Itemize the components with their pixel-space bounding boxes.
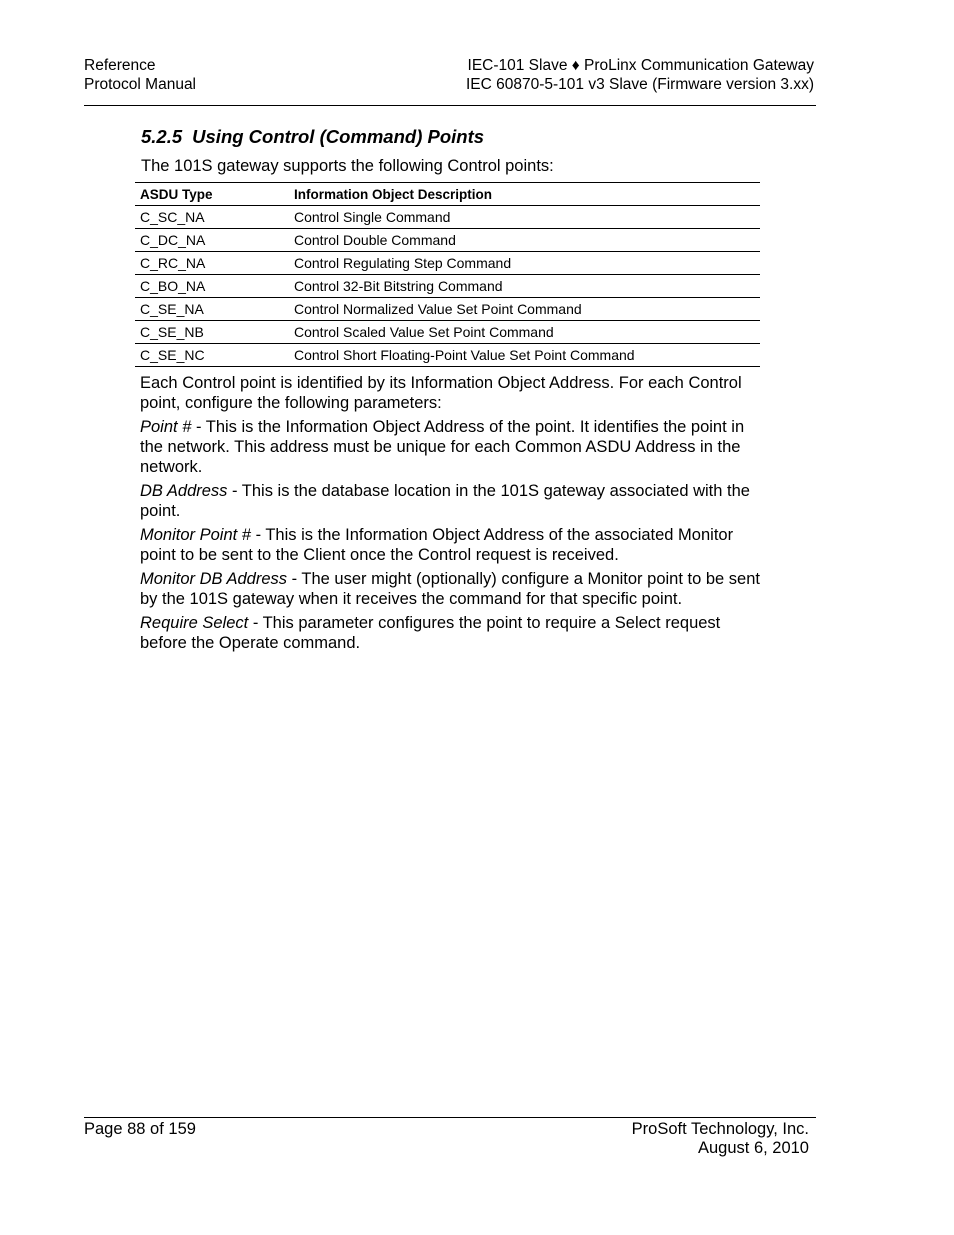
control-points-table	[135, 182, 760, 367]
section-heading	[141, 126, 484, 148]
asdu-type-cell: C_BO_NA	[135, 275, 289, 298]
param-paragraph	[140, 481, 762, 521]
table-row	[135, 252, 760, 275]
footer-company: ProSoft Technology, Inc.	[631, 1120, 809, 1138]
table-row	[135, 298, 760, 321]
body-text	[140, 373, 762, 657]
header-left	[84, 56, 196, 94]
param-description: - This is the database location in the 101S gateway associated with the point.	[140, 482, 750, 520]
param-paragraph	[140, 613, 762, 653]
param-paragraph	[140, 569, 762, 609]
table-row	[135, 344, 760, 367]
param-term: Point #	[140, 418, 192, 436]
section-intro: The 101S gateway supports the following Control points:	[141, 157, 554, 175]
param-term: Monitor DB Address	[140, 570, 288, 588]
description-cell: Control Single Command	[289, 206, 760, 229]
param-term: Require Select	[140, 614, 249, 632]
section-title: Using Control (Command) Points	[192, 126, 485, 147]
header-category: Reference	[84, 57, 156, 74]
description-cell: Control Short Floating-Point Value Set Point Command	[289, 344, 760, 367]
table-row	[135, 206, 760, 229]
param-paragraph	[140, 417, 762, 477]
asdu-type-cell: C_RC_NA	[135, 252, 289, 275]
header-firmware: IEC 60870-5-101 v3 Slave (Firmware version 3.xx)	[465, 76, 814, 93]
header-right	[466, 56, 814, 94]
description-cell: Control 32-Bit Bitstring Command	[289, 275, 760, 298]
asdu-type-cell: C_SC_NA	[135, 206, 289, 229]
asdu-type-cell: C_SE_NA	[135, 298, 289, 321]
header-manual-type: Protocol Manual	[84, 76, 197, 93]
body-lead-paragraph: Each Control point is identified by its Information Object Address. For each Control point, configure the following parameters:	[140, 374, 742, 412]
table-row	[135, 275, 760, 298]
description-cell: Control Regulating Step Command	[289, 252, 760, 275]
param-description: - This is the Information Object Address of the point. It identifies the point in the network. This address must be unique for each Common ASDU Address in the network.	[140, 418, 745, 476]
footer-divider	[84, 1117, 816, 1118]
asdu-type-cell: C_DC_NA	[135, 229, 289, 252]
param-description: - This is the Information Object Address of the associated Monitor point to be sent to the Client once the Control request is received.	[140, 526, 734, 564]
param-description: - The user might (optionally) configure a Monitor point to be sent by the 101S gateway when it receives the command for that specific point.	[140, 570, 760, 608]
section-number: 5.2.5	[141, 126, 183, 147]
table-row	[135, 321, 760, 344]
asdu-type-cell: C_SE_NB	[135, 321, 289, 344]
header-divider	[84, 105, 816, 106]
footer-date: August 6, 2010	[697, 1139, 809, 1157]
description-cell: Control Double Command	[289, 229, 760, 252]
asdu-type-cell: C_SE_NC	[135, 344, 289, 367]
footer-right	[632, 1120, 809, 1158]
table-header-row	[135, 183, 760, 206]
param-paragraph	[140, 525, 762, 565]
param-description: - This parameter configures the point to require a Select request before the Operate command.	[140, 614, 721, 652]
table-row	[135, 229, 760, 252]
param-term: Monitor Point #	[140, 526, 251, 544]
param-term: DB Address	[140, 482, 228, 500]
column-header-asdu-type: ASDU Type	[135, 183, 289, 206]
description-cell: Control Scaled Value Set Point Command	[289, 321, 760, 344]
header-product: IEC-101 Slave ♦ ProLinx Communication Gateway	[467, 57, 814, 74]
description-cell: Control Normalized Value Set Point Command	[289, 298, 760, 321]
footer-page-number: Page 88 of 159	[84, 1120, 196, 1138]
column-header-description: Information Object Description	[289, 183, 760, 206]
